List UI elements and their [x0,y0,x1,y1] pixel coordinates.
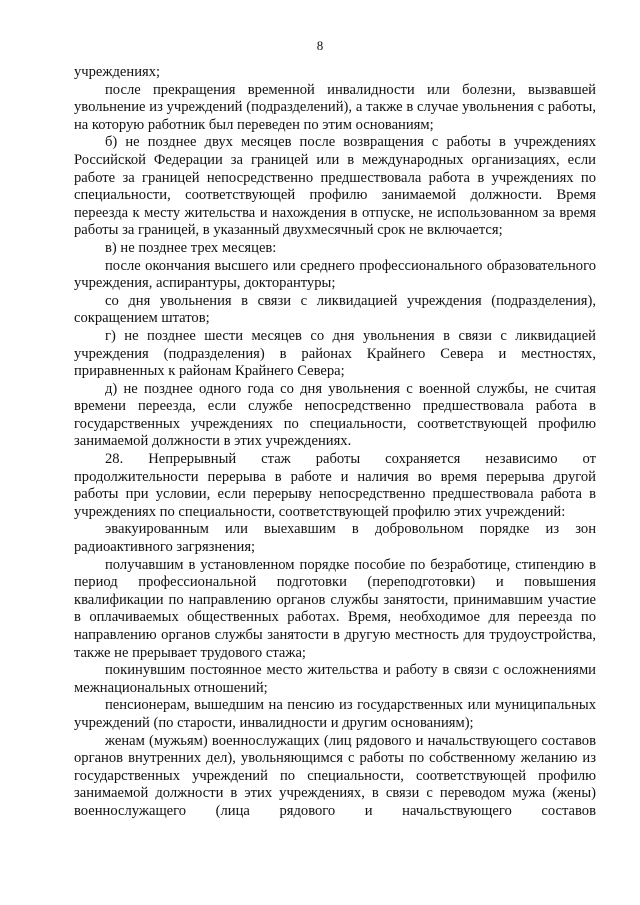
page-number: 8 [316,38,324,53]
paragraph: покинувшим постоянное место жительства и работу в связи с осложнениями межнациональных отношений; [74,662,596,696]
paragraph: учреждениях; [74,64,161,80]
paragraph: получавшим в установленном порядке пособие по безработице, стипендию в период профессиональной подготовки (переподготовки) и повышения квалификации по направлению органов службы занятости, принимавшим участие в оплачиваемых общественных работах. Время, необходимое для переезда по направлению органов службы занятости в другую местность для трудоустройства, также не прерывает трудового стажа; [74,556,596,661]
paragraph: после прекращения временной инвалидности или болезни, вызвавшей увольнение из учреждений (подразделений), а также в случае увольнения с работы, на которую работник был переведен по этим основаниям; [74,81,596,133]
document-body [74,64,596,821]
paragraph: г) не позднее шести месяцев со дня увольнения в связи с ликвидацией учреждения (подразделения) в районах Крайнего Севера и местностях, приравненных к районам Крайнего Севера; [74,327,596,380]
paragraph: д) не позднее одного года со дня увольнения с военной службы, не считая времени переезда, если службе непосредственно предшествовала работа в государственных учреждениях по специальности, соответствующей профилю занимаемой должности в этих учреждениях. [74,380,596,450]
paragraph: после окончания высшего или среднего профессионального образовательного учреждения, аспирантуры, докторантуры; [74,257,596,292]
paragraph: в) не позднее трех месяцев: [105,239,277,256]
paragraph: со дня увольнения в связи с ликвидацией учреждения (подразделения), сокращением штатов; [74,292,596,327]
paragraph: эвакуированным или выехавшим в добровольном порядке из зон радиоактивного загрязнения; [74,521,596,556]
paragraph: б) не позднее двух месяцев после возвращения с работы в учреждениях Российской Федерации за границей или в международных организациях, если работе за границей непосредственно предшествовала работа в учреждениях по специальности, соответствующей профилю занимаемой должности. Время переезда к месту жительства и нахождения в отпуске, не использованном за время работы за границей, в указанный двухмесячный срок не включается; [74,134,596,239]
paragraph-section-28: 28. Непрерывный стаж работы сохраняется независимо от продолжительности перерыва в работе и наличия во время перерыва другой работы при условии, если перерыву непосредственно предшествовала работа в учреждениях по специальности, соответствующей профилю этих учреждений: [74,451,596,520]
paragraph: пенсионерам, вышедшим на пенсию из государственных или муниципальных учреждений (по старости, инвалидности и другим основаниям); [74,697,596,731]
paragraph: женам (мужьям) военнослужащих (лиц рядового и начальствующего составов органов внутренних дел), увольняющимся с работы по собственному желанию из государственных учреждений по специальности, соответствующей профилю занимаемой должности в этих учреждениях, в связи с переводом мужа (жены) военнослужащего (лица рядового и начальствующего составов [74,732,596,819]
